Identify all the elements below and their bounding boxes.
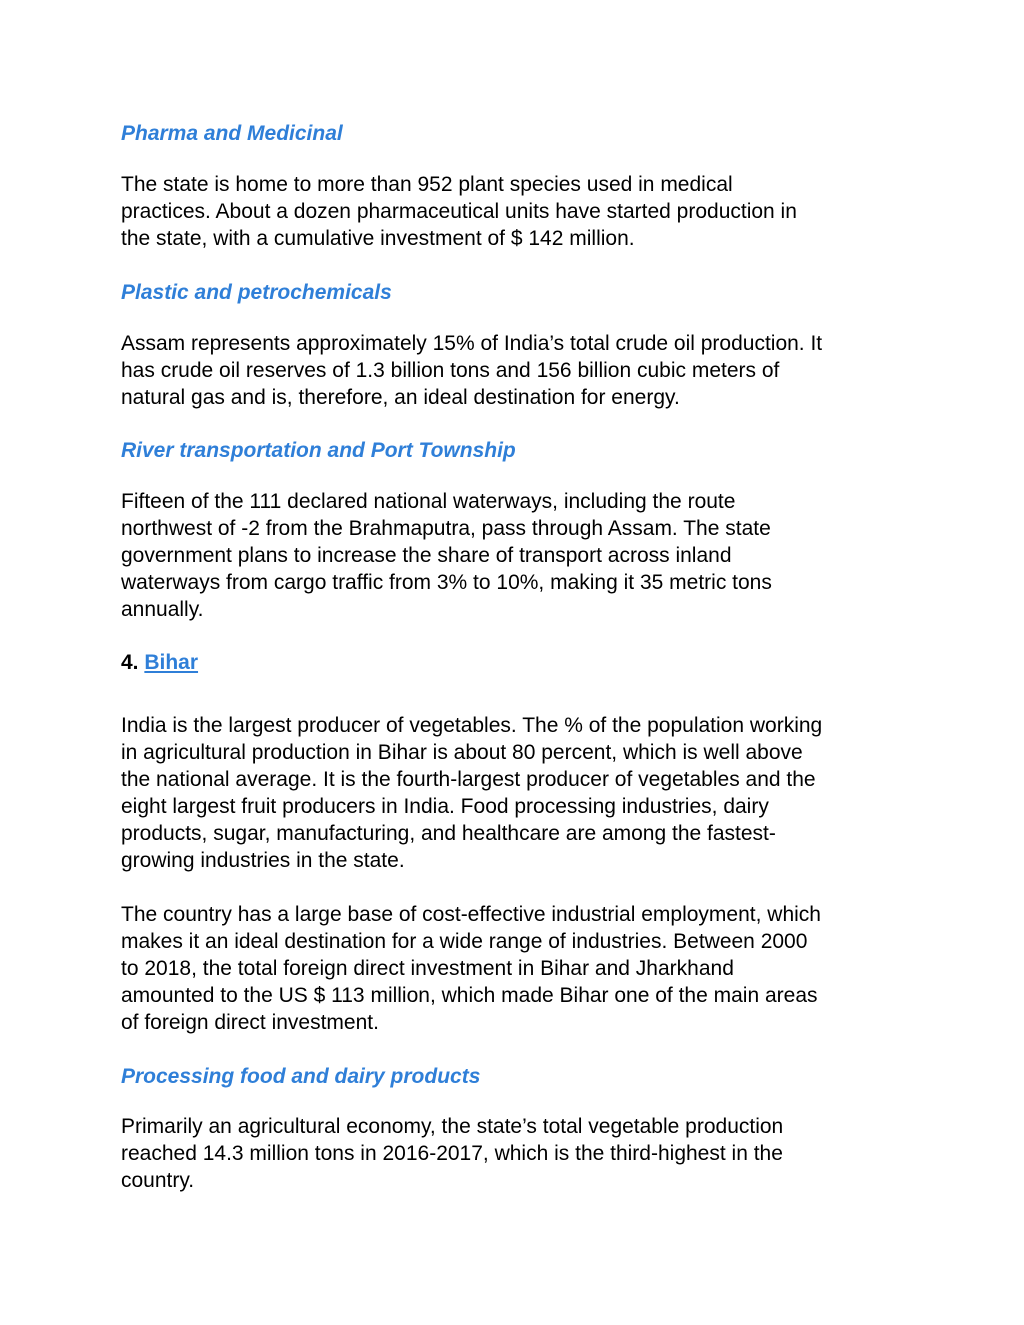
section-number: 4. (121, 651, 139, 674)
paragraph-plastic (121, 330, 916, 411)
text-line: reached 14.3 million tons in 2016-2017, which is the third-highest in the (121, 1142, 783, 1165)
section-heading-bihar (121, 650, 198, 676)
text-line: The country has a large base of cost-effective industrial employment, which (121, 903, 821, 926)
text-line: practices. About a dozen pharmaceutical units have started production in (121, 200, 797, 223)
heading-plastic: Plastic and petrochemicals (121, 281, 392, 304)
text-line: country. (121, 1169, 195, 1192)
paragraph-bihar-1 (121, 712, 916, 874)
text-line: has crude oil reserves of 1.3 billion tons and 156 billion cubic meters of (121, 359, 780, 382)
text-line: makes it an ideal destination for a wide range of industries. Between 2000 (121, 930, 808, 953)
text-line: products, sugar, manufacturing, and healthcare are among the fastest- (121, 822, 776, 845)
paragraph-river (121, 488, 916, 623)
text-line: to 2018, the total foreign direct investment in Bihar and Jharkhand (121, 957, 734, 980)
text-line: in agricultural production in Bihar is about 80 percent, which is well above (121, 741, 803, 764)
text-line: Primarily an agricultural economy, the state’s total vegetable production (121, 1115, 784, 1138)
text-line: natural gas and is, therefore, an ideal destination for energy. (121, 386, 680, 409)
text-line: The state is home to more than 952 plant species used in medical (121, 173, 733, 196)
text-line: growing industries in the state. (121, 849, 405, 872)
text-line: of foreign direct investment. (121, 1011, 379, 1034)
heading-pharma: Pharma and Medicinal (121, 122, 343, 145)
text-line: the national average. It is the fourth-largest producer of vegetables and the (121, 768, 816, 791)
text-line: eight largest fruit producers in India. Food processing industries, dairy (121, 795, 769, 818)
heading-food: Processing food and dairy products (121, 1065, 481, 1088)
heading-river: River transportation and Port Township (121, 439, 516, 462)
text-line: government plans to increase the share of transport across inland (121, 544, 732, 567)
text-line: India is the largest producer of vegetables. The % of the population working (121, 714, 823, 737)
text-line: the state, with a cumulative investment of $ 142 million. (121, 227, 635, 250)
text-line: northwest of -2 from the Brahmaputra, pass through Assam. The state (121, 517, 771, 540)
paragraph-bihar-2 (121, 901, 916, 1036)
text-line: amounted to the US $ 113 million, which made Bihar one of the main areas (121, 984, 818, 1007)
bihar-link[interactable]: Bihar (144, 651, 199, 674)
text-line: Assam represents approximately 15% of India’s total crude oil production. It (121, 332, 823, 355)
text-line: Fifteen of the 111 declared national waterways, including the route (121, 490, 736, 513)
paragraph-pharma (121, 171, 916, 252)
text-line: waterways from cargo traffic from 3% to 10%, making it 35 metric tons (121, 571, 772, 594)
text-line: annually. (121, 598, 204, 621)
paragraph-food (121, 1113, 916, 1194)
